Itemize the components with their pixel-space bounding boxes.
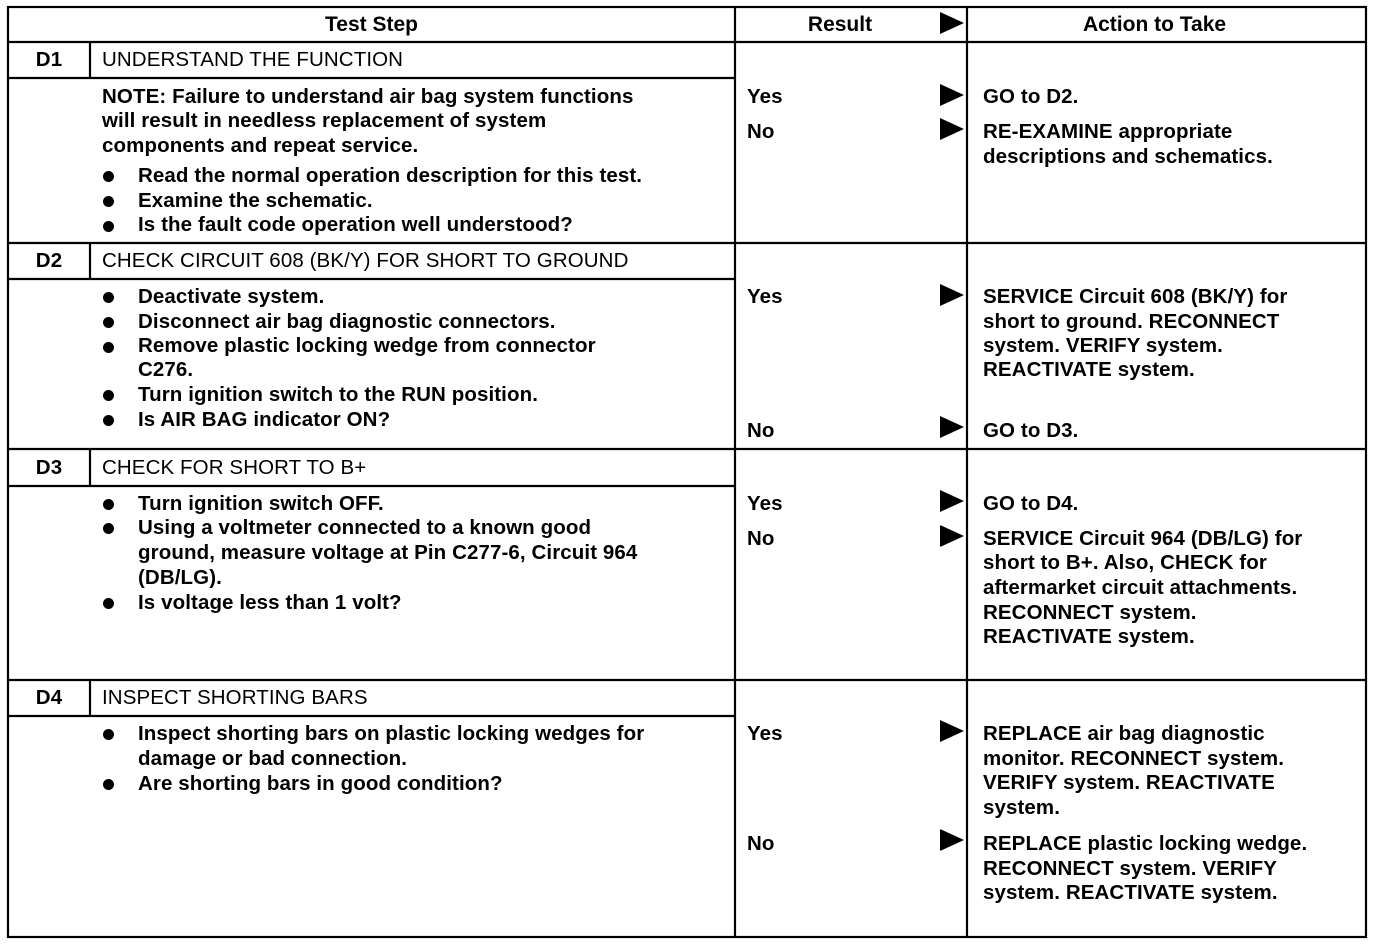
action-text: monitor. RECONNECT system. xyxy=(983,747,1285,770)
bullet-question: Is the fault code operation well understood? xyxy=(138,213,573,236)
bullet-icon xyxy=(103,221,114,232)
arrow-icon xyxy=(940,720,964,742)
bullet-icon xyxy=(103,729,114,740)
bullet-text: Deactivate system. xyxy=(138,285,325,308)
arrow-icon xyxy=(940,829,964,851)
bullet-icon xyxy=(103,499,114,510)
result-no: No xyxy=(747,120,775,143)
bullet-text: Using a voltmeter connected to a known good xyxy=(138,516,592,539)
arrow-icon xyxy=(940,416,964,438)
bullet-text: Read the normal operation description for this test. xyxy=(138,164,643,187)
bullet-text: Turn ignition switch OFF. xyxy=(138,492,384,515)
step-id-d1: D1 xyxy=(35,48,63,71)
note-line: components and repeat service. xyxy=(102,134,419,157)
action-text: GO to D4. xyxy=(983,492,1079,515)
result-no: No xyxy=(747,527,775,550)
action-text: SERVICE Circuit 964 (DB/LG) for xyxy=(983,527,1303,550)
action-text: aftermarket circuit attachments. xyxy=(983,576,1298,599)
bullet-text: C276. xyxy=(138,358,194,381)
action-text: descriptions and schematics. xyxy=(983,145,1273,168)
bullet-icon xyxy=(103,292,114,303)
action-text: RECONNECT system. VERIFY xyxy=(983,857,1278,880)
action-text: SERVICE Circuit 608 (BK/Y) for xyxy=(983,285,1288,308)
bullet-question: Is voltage less than 1 volt? xyxy=(138,591,402,614)
result-yes: Yes xyxy=(747,722,783,745)
step-id-d4: D4 xyxy=(35,686,63,709)
action-text: short to B+. Also, CHECK for xyxy=(983,551,1267,574)
bullet-question: Is AIR BAG indicator ON? xyxy=(138,408,391,431)
bullet-text: Disconnect air bag diagnostic connectors. xyxy=(138,310,556,333)
step-title-d1: UNDERSTAND THE FUNCTION xyxy=(102,48,404,71)
result-no: No xyxy=(747,832,775,855)
action-text: REACTIVATE system. xyxy=(983,358,1195,381)
bullet-text: Turn ignition switch to the RUN position. xyxy=(138,383,539,406)
action-text: system. VERIFY system. xyxy=(983,334,1223,357)
result-no: No xyxy=(747,419,775,442)
action-text: short to ground. RECONNECT xyxy=(983,310,1280,333)
action-text: system. REACTIVATE system. xyxy=(983,881,1278,904)
bullet-icon xyxy=(103,317,114,328)
result-yes: Yes xyxy=(747,85,783,108)
note-line: NOTE: Failure to understand air bag system functions xyxy=(102,85,634,108)
step-id-d3: D3 xyxy=(35,456,63,479)
action-text: VERIFY system. REACTIVATE xyxy=(983,771,1275,794)
bullet-text: damage or bad connection. xyxy=(138,747,408,770)
action-text: RE-EXAMINE appropriate xyxy=(983,120,1233,143)
bullet-icon xyxy=(103,598,114,609)
arrow-icon xyxy=(940,525,964,547)
arrow-icon xyxy=(940,118,964,140)
bullet-text: Examine the schematic. xyxy=(138,189,373,212)
bullet-text: Inspect shorting bars on plastic locking wedges for xyxy=(138,722,645,745)
bullet-icon xyxy=(103,342,114,353)
bullet-icon xyxy=(103,196,114,207)
action-text: RECONNECT system. xyxy=(983,601,1197,624)
header-arrow-icon xyxy=(940,12,964,34)
arrow-icon xyxy=(940,490,964,512)
arrow-icon xyxy=(940,84,964,106)
result-yes: Yes xyxy=(747,285,783,308)
bullet-text: (DB/LG). xyxy=(138,566,222,589)
action-text: GO to D3. xyxy=(983,419,1079,442)
result-yes: Yes xyxy=(747,492,783,515)
bullet-icon xyxy=(103,415,114,426)
bullet-question: Are shorting bars in good condition? xyxy=(138,772,503,795)
bullet-icon xyxy=(103,390,114,401)
action-text: REPLACE air bag diagnostic xyxy=(983,722,1265,745)
bullet-icon xyxy=(103,779,114,790)
header-action: Action to Take xyxy=(1082,13,1227,36)
action-text: REPLACE plastic locking wedge. xyxy=(983,832,1308,855)
step-id-d2: D2 xyxy=(35,249,63,272)
bullet-icon xyxy=(103,523,114,534)
bullet-icon xyxy=(103,171,114,182)
step-title-d4: INSPECT SHORTING BARS xyxy=(102,686,368,709)
arrow-icon xyxy=(940,284,964,306)
bullet-text: Remove plastic locking wedge from connector xyxy=(138,334,596,357)
header-test-step: Test Step xyxy=(325,13,418,36)
bullet-text: ground, measure voltage at Pin C277-6, Circuit 964 xyxy=(138,541,638,564)
action-text: REACTIVATE system. xyxy=(983,625,1195,648)
step-title-d2: CHECK CIRCUIT 608 (BK/Y) FOR SHORT TO GROUND xyxy=(102,249,629,272)
note-line: will result in needless replacement of system xyxy=(102,109,547,132)
step-title-d3: CHECK FOR SHORT TO B+ xyxy=(102,456,367,479)
header-result: Result xyxy=(807,13,873,36)
action-text: GO to D2. xyxy=(983,85,1079,108)
action-text: system. xyxy=(983,796,1061,819)
